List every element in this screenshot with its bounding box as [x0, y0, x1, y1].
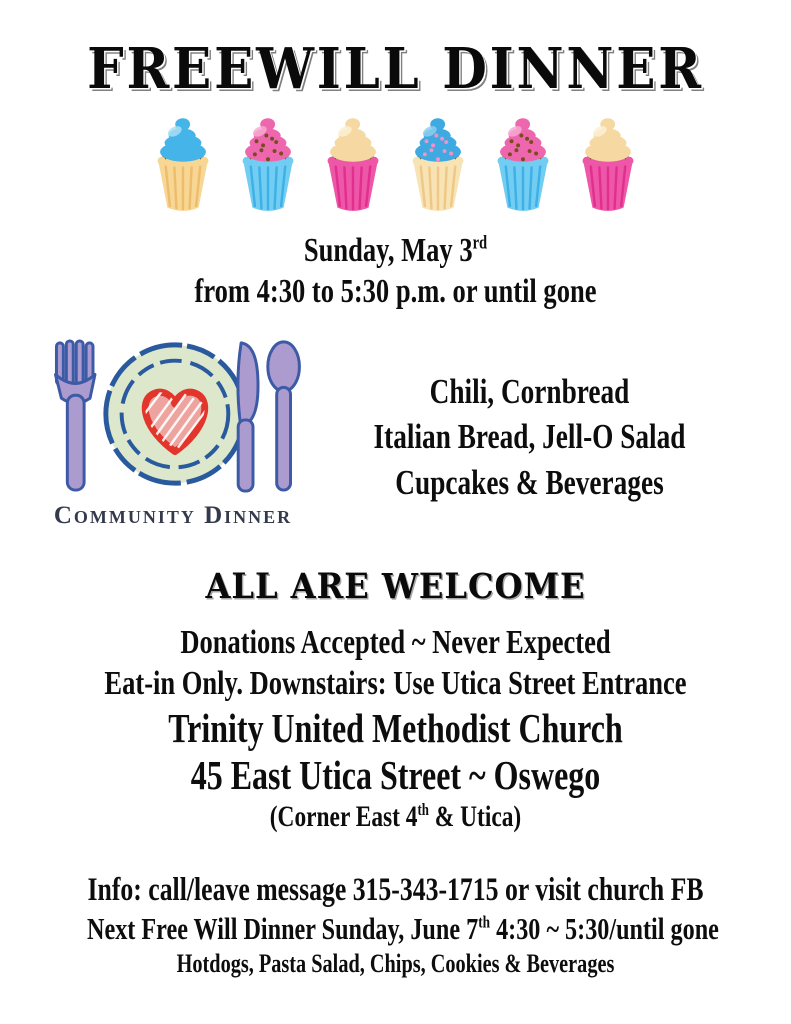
contact-info-line: Info: call/leave message 315-343-1715 or visit church FB	[87, 871, 704, 908]
footer-info-block	[0, 870, 791, 980]
community-dinner-logo	[38, 335, 308, 530]
cupcake-row	[0, 114, 791, 216]
cupcake-6-cream-frosting-pink-wrapper	[567, 114, 649, 216]
next-dinner-pre: Next Free Will Dinner Sunday, June 7	[87, 911, 479, 946]
menu-line-1: Chili, Cornbread	[429, 371, 630, 411]
welcome-heading: ALL ARE WELCOME	[205, 565, 586, 607]
event-date	[87, 230, 704, 271]
next-dinner-menu: Hotdogs, Pasta Salad, Chips, Cookies & Beverages	[176, 948, 615, 978]
mid-section	[0, 335, 791, 530]
knife-icon	[238, 343, 258, 491]
event-datetime	[0, 230, 791, 313]
corner-ordinal: th	[417, 800, 429, 820]
corner-post: & Utica)	[428, 800, 522, 834]
event-date-text: Sunday, May 3	[303, 232, 473, 269]
spoon-icon	[268, 342, 300, 490]
cupcake-1-blue-frosting-tan-wrapper	[142, 114, 224, 216]
donations-line: Donations Accepted ~ Never Expected	[180, 623, 611, 661]
street-address: 45 East Utica Street ~ Oswego	[190, 752, 601, 799]
menu-list	[308, 335, 751, 506]
event-date-ordinal: rd	[472, 232, 488, 254]
eatin-line: Eat-in Only. Downstairs: Use Utica Street Entrance	[104, 665, 687, 703]
cupcake-5-pink-frosting-blue-wrapper	[482, 114, 564, 216]
event-time: from 4:30 to 5:30 p.m. or until gone	[194, 273, 597, 311]
menu-line-2: Italian Bread, Jell-O Salad	[373, 417, 686, 457]
cupcake-2-pink-frosting-blue-wrapper	[227, 114, 309, 216]
corner-pre: (Corner East 4	[269, 800, 418, 834]
logo-caption: Community Dinner	[53, 501, 293, 529]
fork-icon	[55, 341, 95, 490]
next-dinner-line	[87, 910, 719, 948]
cupcake-3-cream-frosting-pink-wrapper	[312, 114, 394, 216]
next-dinner-post: 4:30 ~ 5:30/until gone	[490, 911, 719, 946]
church-name: Trinity United Methodist Church	[168, 704, 623, 751]
address-block	[0, 705, 791, 836]
menu-line-3: Cupcakes & Beverages	[395, 462, 664, 502]
cupcake-4-blue-frosting-tan-wrapper-sprinkles	[397, 114, 479, 216]
details-block	[0, 622, 791, 705]
next-dinner-ordinal: th	[478, 912, 491, 932]
community-dinner-logo-art	[38, 335, 308, 495]
flyer-title: FREEWILL DINNER	[87, 36, 704, 102]
corner-line	[87, 799, 704, 836]
